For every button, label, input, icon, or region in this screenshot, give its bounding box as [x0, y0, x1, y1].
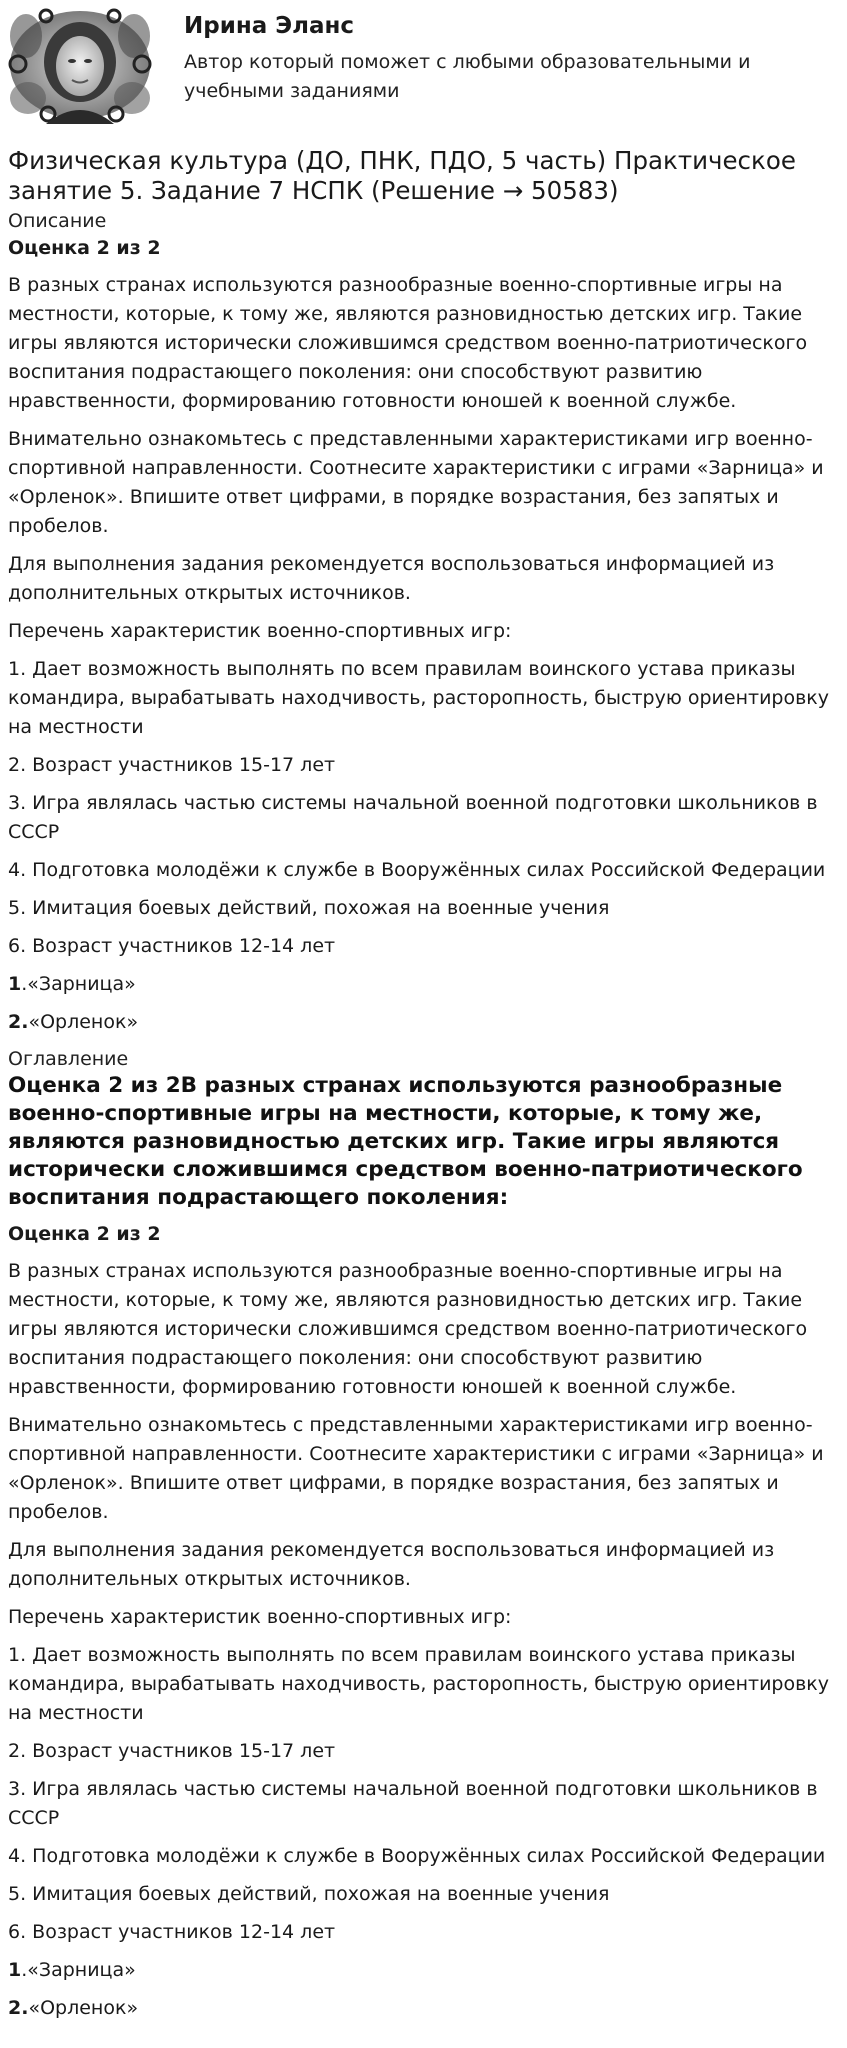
list-item: 2. Возраст участников 15-17 лет — [8, 1740, 336, 1762]
author-avatar[interactable] — [6, 6, 154, 124]
list-item: 2. Возраст участников 15-17 лет — [8, 754, 336, 776]
paragraph: В разных странах используются разнообразные военно-спортивные игры на местности, которые, к тому же, являются разновидностью детских игр. Такие игры являются исторически сложившимся средством военно-патриотического воспитания подрастающего поколения: они способствуют развитию нравственности, формированию готовности юношей к военной службе. — [8, 1260, 808, 1398]
toc-heading: Оценка 2 из 2В разных странах используются разнообразные военно-спортивные игры на местности, которые, к тому же, являются разновидностью детских игр. Такие игры являются исторически сложившимся средством военно-патриотического воспитания подрастающего поколения: — [8, 1073, 803, 1210]
list-item: 5. Имитация боевых действий, похожая на военные учения — [8, 1883, 610, 1905]
list-item: 3. Игра являлась частью системы начальной военной подготовки школьников в СССР — [8, 792, 818, 843]
author-description: Автор который поможет с любыми образовательными и учебными заданиями — [184, 51, 751, 102]
grade-label: Оценка 2 из 2 — [8, 237, 161, 259]
game-item — [8, 970, 838, 999]
paragraph: Внимательно ознакомьтесь с представленными характеристиками игр военно-спортивной направленности. Соотнесите характеристики с играми «Зарница» и «Орленок». Впишите ответ цифрами, в порядке возрастания, без запятых и пробелов. — [8, 428, 824, 537]
author-header — [0, 0, 847, 130]
list-item: 4. Подготовка молодёжи к службе в Вооружённых силах Российской Федерации — [8, 859, 826, 881]
document-content — [8, 146, 838, 2032]
author-name[interactable]: Ирина Эланс — [184, 13, 355, 39]
list-item: 1. Дает возможность выполнять по всем правилам воинского устава приказы командира, вырабатывать находчивость, расторопность, быструю ориентировку на местности — [8, 658, 830, 738]
paragraph: Для выполнения задания рекомендуется воспользоваться информацией из дополнительных открытых источников. — [8, 553, 775, 604]
grade-label: Оценка 2 из 2 — [8, 1223, 161, 1245]
paragraph: Перечень характеристик военно-спортивных игр: — [8, 1606, 512, 1628]
toc-label: Оглавление — [8, 1048, 129, 1070]
game-number: 2. — [8, 1011, 29, 1033]
game-number: 2. — [8, 1997, 29, 2019]
list-item: 3. Игра являлась частью системы начальной военной подготовки школьников в СССР — [8, 1778, 818, 1829]
game-name: .«Зарница» — [21, 973, 136, 995]
paragraph: Для выполнения задания рекомендуется воспользоваться информацией из дополнительных открытых источников. — [8, 1539, 775, 1590]
description-label: Описание — [8, 210, 107, 232]
list-item: 1. Дает возможность выполнять по всем правилам воинского устава приказы командира, вырабатывать находчивость, расторопность, быструю ориентировку на местности — [8, 1644, 830, 1724]
game-name: «Орленок» — [28, 1997, 139, 2019]
list-item: 6. Возраст участников 12-14 лет — [8, 1921, 336, 1943]
game-item — [8, 1008, 838, 1037]
game-number: 1 — [8, 1959, 22, 1981]
game-name: .«Зарница» — [21, 1959, 136, 1981]
game-item — [8, 1956, 838, 1985]
list-item: 6. Возраст участников 12-14 лет — [8, 935, 336, 957]
document-title: Физическая культура (ДО, ПНК, ПДО, 5 часть) Практическое занятие 5. Задание 7 НСПК (Решение → 50583) — [8, 146, 796, 205]
paragraph: Перечень характеристик военно-спортивных игр: — [8, 620, 512, 642]
paragraph: В разных странах используются разнообразные военно-спортивные игры на местности, которые, к тому же, являются разновидностью детских игр. Такие игры являются исторически сложившимся средством военно-патриотического воспитания подрастающего поколения: они способствуют развитию нравственности, формированию готовности юношей к военной службе. — [8, 274, 808, 412]
game-number: 1 — [8, 973, 22, 995]
list-item: 4. Подготовка молодёжи к службе в Вооружённых силах Российской Федерации — [8, 1845, 826, 1867]
game-name: «Орленок» — [28, 1011, 139, 1033]
paragraph: Внимательно ознакомьтесь с представленными характеристиками игр военно-спортивной направленности. Соотнесите характеристики с играми «Зарница» и «Орленок». Впишите ответ цифрами, в порядке возрастания, без запятых и пробелов. — [8, 1414, 824, 1523]
list-item: 5. Имитация боевых действий, похожая на военные учения — [8, 897, 610, 919]
game-item — [8, 1994, 838, 2023]
